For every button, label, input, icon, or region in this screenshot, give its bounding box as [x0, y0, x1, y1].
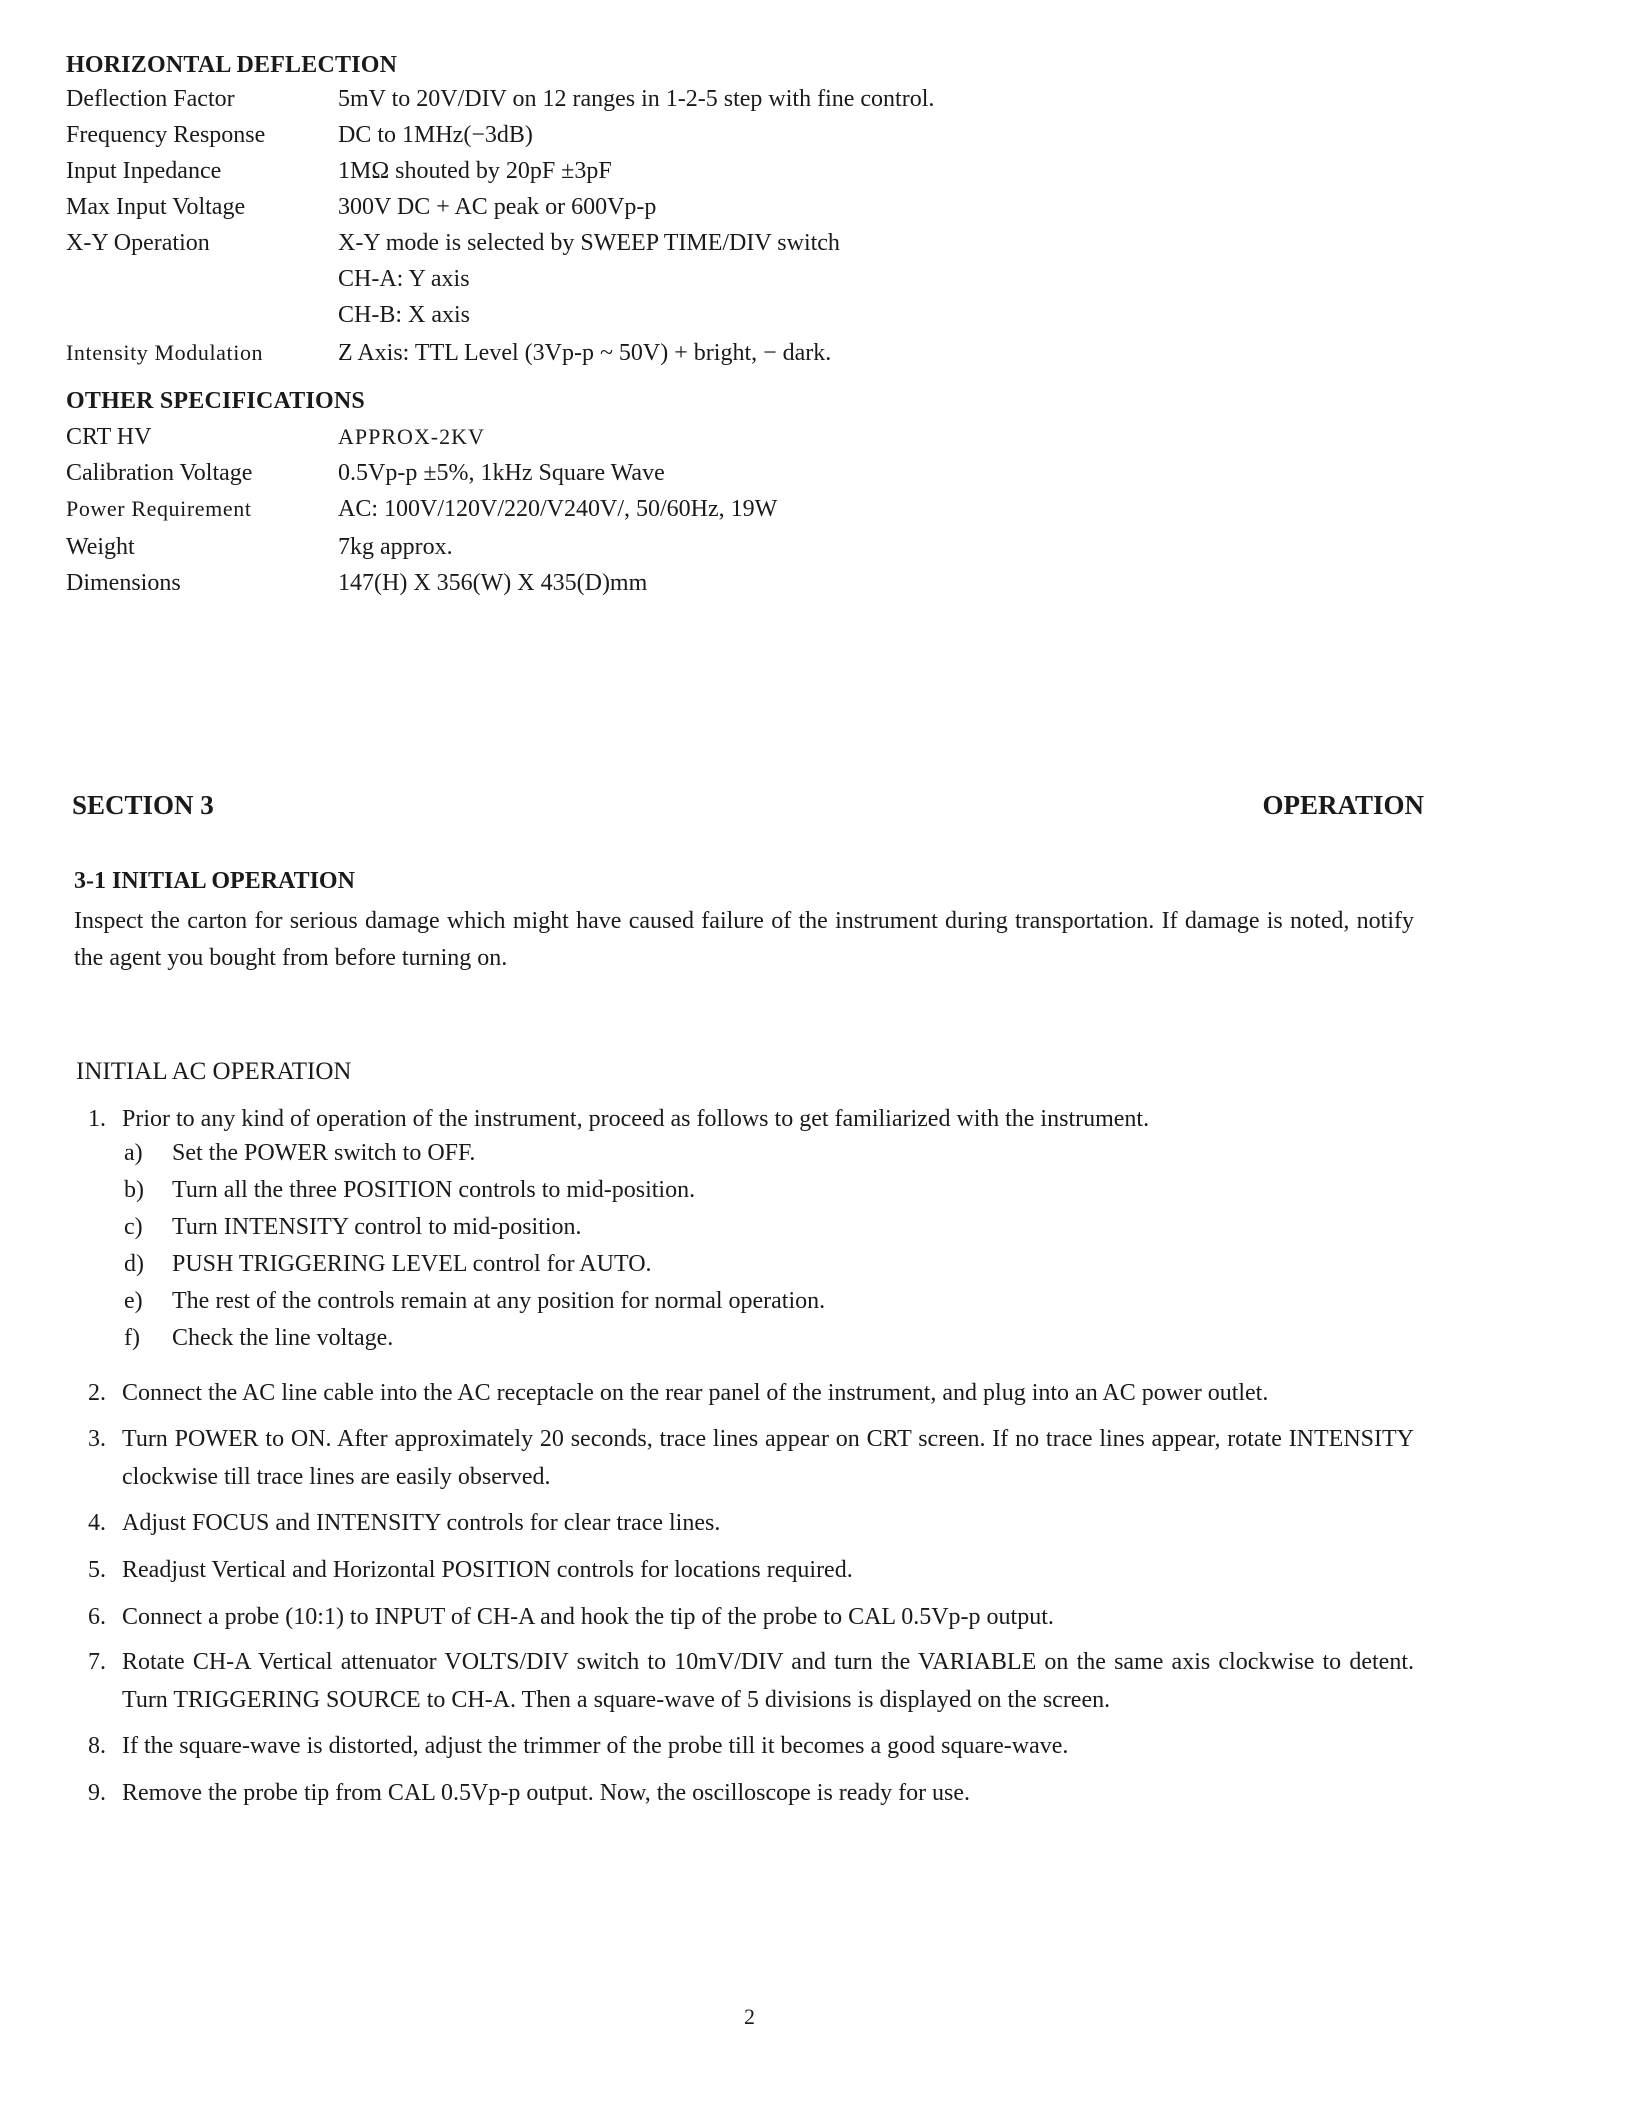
spec-row-deflection-factor [66, 86, 1366, 122]
spec-row-xy-operation [66, 230, 1366, 266]
initial-operation-paragraph: Inspect the carton for serious damage which might have caused failure of the instrument during transportation. If damage is noted, notify the agent you bought from before turning on. [74, 908, 1414, 971]
substep-letter: c) [124, 1214, 143, 1240]
spec-row-crt-hv [66, 424, 1366, 460]
substep-f [124, 1325, 1324, 1361]
spec-row-weight [66, 534, 1366, 570]
spec-label: X-Y Operation [66, 230, 210, 256]
substep-letter: f) [124, 1325, 140, 1351]
spec-row-ch-b [66, 302, 1366, 338]
spec-row-frequency-response [66, 122, 1366, 158]
substep-letter: a) [124, 1140, 143, 1166]
other-specifications-heading: OTHER SPECIFICATIONS [66, 388, 365, 414]
step-number: 4. [88, 1510, 106, 1536]
spec-label: Calibration Voltage [66, 460, 253, 486]
step-number: 6. [88, 1604, 106, 1630]
step-text: Connect a probe (10:1) to INPUT of CH-A and hook the tip of the probe to CAL 0.5Vp-p output. [122, 1604, 1054, 1630]
spec-value: 1MΩ shouted by 20pF ±3pF [338, 158, 612, 184]
spec-value: Z Axis: TTL Level (3Vp-p ~ 50V) + bright, − dark. [338, 340, 832, 366]
spec-value: APPROX-2KV [338, 424, 485, 449]
substep-a [124, 1140, 1324, 1176]
step-text: Turn POWER to ON. After approximately 20 seconds, trace lines appear on CRT screen. If no trace lines appear, rotate INTENSITY clockwise till trace lines are easily observed. [122, 1426, 1414, 1490]
spec-value: 300V DC + AC peak or 600Vp-p [338, 194, 657, 220]
step-text: Remove the probe tip from CAL 0.5Vp-p output. Now, the oscilloscope is ready for use. [122, 1780, 971, 1806]
spec-row-max-input-voltage [66, 194, 1366, 230]
step-text: Readjust Vertical and Horizontal POSITION controls for locations required. [122, 1557, 853, 1583]
initial-ac-operation-heading: INITIAL AC OPERATION [76, 1058, 352, 1085]
step-number: 7. [88, 1649, 106, 1675]
spec-value: CH-B: X axis [338, 302, 470, 328]
step-text: Rotate CH-A Vertical attenuator VOLTS/DIV switch to 10mV/DIV and turn the VARIABLE on the same axis clockwise to detent. Turn TRIGGERING SOURCE to CH-A. Then a square-wave of 5 divisions is displayed on the screen. [122, 1649, 1414, 1713]
step-text: Adjust FOCUS and INTENSITY controls for clear trace lines. [122, 1510, 721, 1536]
step-number: 1. [88, 1106, 106, 1132]
step-number: 8. [88, 1733, 106, 1759]
spec-value: 0.5Vp-p ±5%, 1kHz Square Wave [338, 460, 665, 486]
spec-label: Weight [66, 534, 135, 560]
spec-value: CH-A: Y axis [338, 266, 470, 292]
substep-b [124, 1177, 1324, 1213]
page-number: 2 [744, 2004, 755, 2029]
step-number: 5. [88, 1557, 106, 1583]
substep-text: Turn all the three POSITION controls to mid-position. [172, 1177, 696, 1203]
step-text: If the square-wave is distorted, adjust the trimmer of the probe till it becomes a good square-wave. [122, 1733, 1069, 1759]
step-number: 9. [88, 1780, 106, 1806]
spec-label: Deflection Factor [66, 86, 235, 112]
substep-text: Check the line voltage. [172, 1325, 394, 1351]
spec-label: Max Input Voltage [66, 194, 246, 220]
spec-value: AC: 100V/120V/220/V240V/, 50/60Hz, 19W [338, 496, 778, 522]
spec-label: Dimensions [66, 570, 181, 596]
spec-row-dimensions [66, 570, 1366, 606]
step-number: 3. [88, 1426, 106, 1452]
horizontal-deflection-heading: HORIZONTAL DEFLECTION [66, 52, 398, 78]
section-title: OPERATION [1262, 790, 1424, 820]
spec-value: 147(H) X 356(W) X 435(D)mm [338, 570, 648, 596]
spec-row-ch-a [66, 266, 1366, 302]
spec-value: DC to 1MHz(−3dB) [338, 122, 533, 148]
substep-d [124, 1251, 1324, 1287]
spec-label: Frequency Response [66, 122, 266, 148]
substep-e [124, 1288, 1324, 1324]
step-number: 2. [88, 1380, 106, 1406]
spec-row-input-impedance [66, 158, 1366, 194]
spec-value: X-Y mode is selected by SWEEP TIME/DIV switch [338, 230, 840, 256]
initial-operation-heading: 3-1 INITIAL OPERATION [74, 868, 355, 894]
substep-letter: e) [124, 1288, 143, 1314]
spec-label: Power Requirement [66, 496, 252, 521]
spec-value: 5mV to 20V/DIV on 12 ranges in 1-2-5 step with fine control. [338, 86, 935, 112]
spec-row-intensity-modulation [66, 340, 1366, 376]
spec-row-power-requirement [66, 496, 1366, 532]
substep-letter: b) [124, 1177, 144, 1203]
spec-label: Input Inpedance [66, 158, 222, 184]
spec-label: Intensity Modulation [66, 340, 264, 365]
substep-text: Set the POWER switch to OFF. [172, 1140, 476, 1166]
section-number: SECTION 3 [72, 790, 214, 820]
spec-row-calibration-voltage [66, 460, 1366, 496]
step-text: Connect the AC line cable into the AC receptacle on the rear panel of the instrument, and plug into an AC power outlet. [122, 1380, 1269, 1406]
spec-label: CRT HV [66, 424, 152, 450]
substep-text: Turn INTENSITY control to mid-position. [172, 1214, 582, 1240]
substep-c [124, 1214, 1324, 1250]
spec-value: 7kg approx. [338, 534, 453, 560]
substep-letter: d) [124, 1251, 144, 1277]
step-text: Prior to any kind of operation of the instrument, proceed as follows to get familiarized with the instrument. [122, 1106, 1150, 1132]
substep-text: PUSH TRIGGERING LEVEL control for AUTO. [172, 1251, 652, 1277]
substep-text: The rest of the controls remain at any position for normal operation. [172, 1288, 826, 1314]
